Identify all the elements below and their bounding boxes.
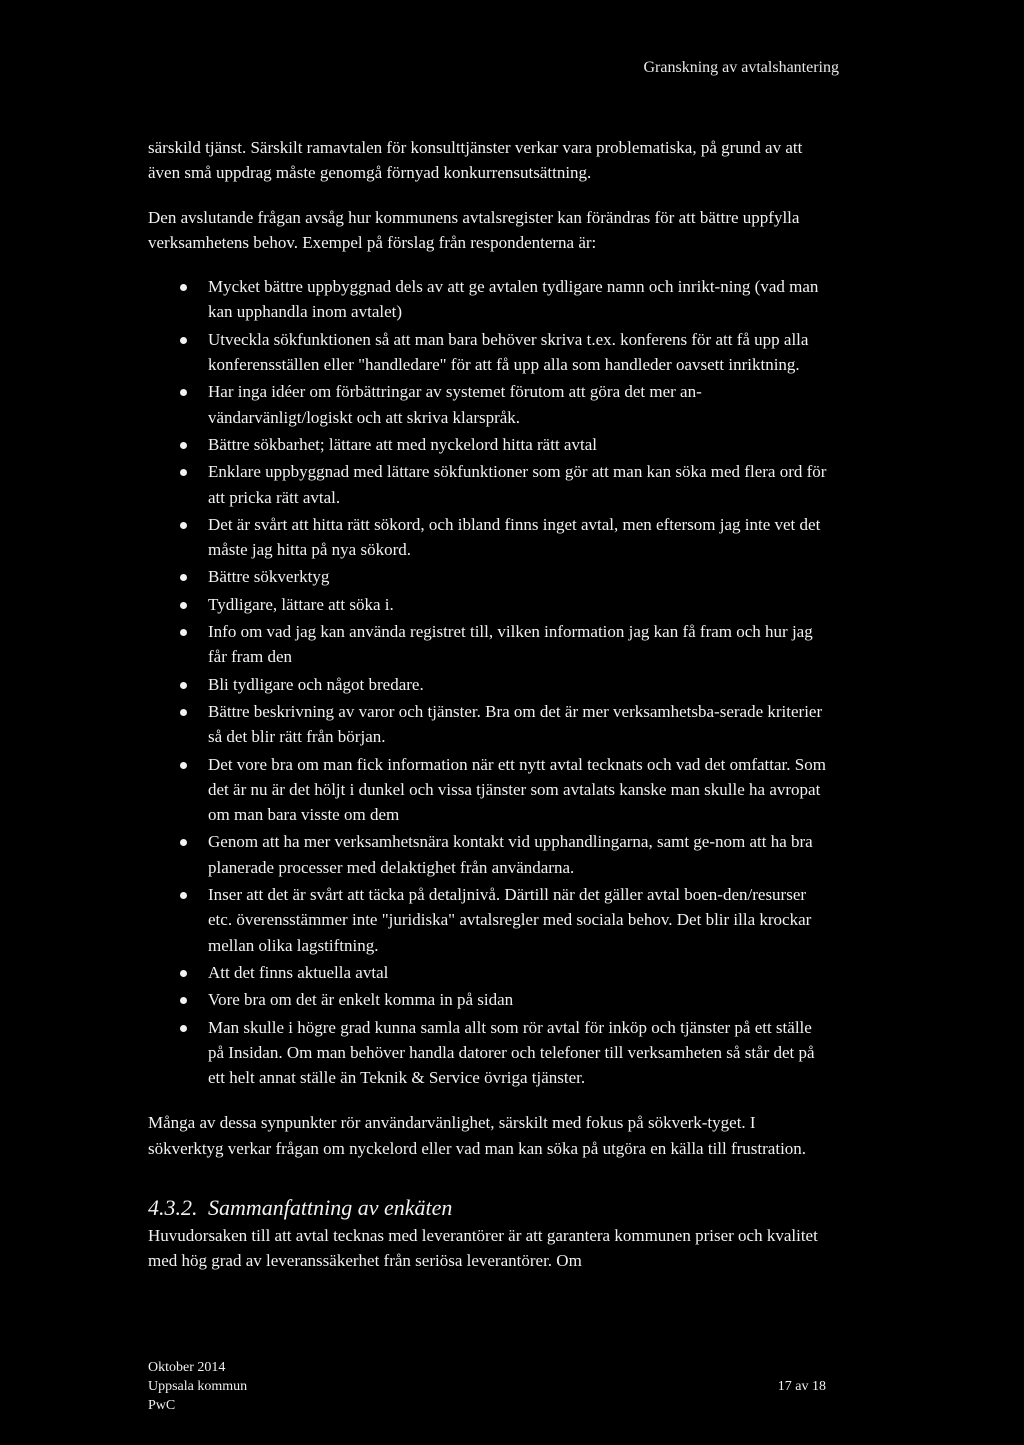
bullet-icon: [180, 839, 187, 846]
list-item: [208, 960, 828, 985]
list-item: [208, 327, 828, 378]
list-item-text: Tydligare, lättare att söka i.: [208, 594, 394, 614]
bullet-icon: [180, 892, 187, 899]
list-item: [208, 619, 828, 670]
list-item-text: Att det finns aktuella avtal: [208, 962, 389, 982]
bullet-icon: [180, 442, 187, 449]
intro-paragraph-1: särskild tjänst. Särskilt ramavtalen för konsulttjänster verkar vara problematiska, på grund av att även små uppdrag måste genomgå förnyad konkurrensutsättning.: [148, 138, 803, 183]
list-item: [208, 274, 828, 325]
list-item: [208, 459, 828, 510]
bullet-icon: [180, 522, 187, 529]
list-item-text: Info om vad jag kan använda registret till, vilken information jag kan få fram och hur jag får fram den: [208, 622, 813, 667]
list-item-text: Bättre sökbarhet; lättare att med nyckelord hitta rätt avtal: [208, 434, 597, 454]
page-footer: [148, 1358, 247, 1415]
bullet-icon: [180, 1025, 187, 1032]
bullet-icon: [180, 682, 187, 689]
list-item: [208, 987, 828, 1012]
list-item: [208, 699, 828, 750]
bullet-icon: [180, 762, 187, 769]
list-item-text: Vore bra om det är enkelt komma in på sidan: [208, 990, 514, 1010]
section-heading: [148, 1195, 828, 1221]
list-item-text: Man skulle i högre grad kunna samla allt som rör avtal för inköp och tjänster på ett ställe på Insidan. Om man behöver handla datorer och telefoner till verksamheten så står det på ett helt annat ställe än Teknik & Service övriga tjänster.: [208, 1017, 815, 1088]
list-item-text: Har inga idéer om förbättringar av systemet förutom att göra det mer an-vändarvänligt/logiskt och att skriva klarspråk.: [208, 382, 702, 427]
list-item-text: Det är svårt att hitta rätt sökord, och ibland finns inget avtal, men eftersom jag inte vet det måste jag hitta på nya sökord.: [208, 514, 821, 560]
list-item: [208, 564, 828, 589]
list-item-text: Enklare uppbyggnad med lättare sökfunktioner som gör att man kan söka med flera ord för att pricka rätt avtal.: [208, 462, 827, 507]
list-item: [208, 1015, 828, 1091]
bullet-icon: [180, 574, 187, 581]
list-item-text: Bättre sökverktyg: [208, 567, 330, 587]
list-item: [208, 592, 828, 617]
closing-paragraph: Många av dessa synpunkter rör användarvänlighet, särskilt med fokus på sökverk-tyget. I sökverktyg verkar frågan om nyckelord eller vad man kan söka på utgöra en källa till frustration.: [148, 1113, 807, 1158]
list-item: [208, 829, 828, 880]
list-item: [208, 672, 828, 697]
bullet-icon: [180, 997, 187, 1004]
bullet-icon: [180, 602, 187, 609]
footer-company: PwC: [148, 1398, 176, 1413]
list-item-text: Inser att det är svårt att täcka på detaljnivå. Därtill när det gäller avtal boen-den/resurser etc. överensstämmer inte "juridiska" avtalsregler med sociala behov. Det blir illa krockar mellan olika lagstiftning.: [208, 885, 812, 955]
suggestion-list: [148, 274, 828, 1090]
list-item-text: Bättre beskrivning av varor och tjänster. Bra om det är mer verksamhetsba-serade kriterier så det blir rätt från början.: [208, 701, 823, 747]
bullet-icon: [180, 469, 187, 476]
list-item: [208, 379, 828, 430]
page-header-title: Granskning av avtalshantering: [643, 59, 839, 76]
bullet-icon: [180, 629, 187, 636]
list-item: [208, 882, 828, 958]
list-item-text: Bli tydligare och något bredare.: [208, 674, 424, 694]
section-title: Sammanfattning av enkäten: [208, 1194, 453, 1220]
bullet-icon: [180, 709, 187, 716]
section-number: 4.3.2.: [148, 1194, 198, 1220]
list-item: [208, 432, 828, 457]
footer-organization: Uppsala kommun: [148, 1379, 248, 1394]
intro-paragraph-2: Den avslutande frågan avsåg hur kommunens avtalsregister kan förändras för att bättre uppfylla verksamhetens behov. Exempel på förslag från respondenterna är:: [148, 207, 800, 252]
bullet-icon: [180, 337, 187, 344]
bullet-icon: [180, 970, 187, 977]
list-item: [208, 512, 828, 563]
bullet-icon: [180, 284, 187, 291]
list-item-text: Genom att ha mer verksamhetsnära kontakt vid upphandlingarna, samt ge-nom att ha bra planerade processer med delaktighet från användarna.: [208, 832, 813, 877]
list-item: [208, 752, 828, 828]
list-item-text: Utveckla sökfunktionen så att man bara behöver skriva t.ex. konferens för att få upp alla konferensställen eller "handledare" för att få upp alla som handleder oavsett inriktning.: [208, 329, 809, 375]
footer-page-number: 17 av 18: [777, 1379, 826, 1394]
section-paragraph: Huvudorsaken till att avtal tecknas med leverantörer är att garantera kommunen priser och kvalitet med hög grad av leveranssäkerhet från seriösa leverantörer. Om: [148, 1225, 818, 1271]
list-item-text: Det vore bra om man fick information när ett nytt avtal tecknats och vad det omfattar. Som det är nu är det höljt i dunkel och vissa tjänster som avtalats kanske man skulle ha avropat om man bara visste om dem: [208, 754, 826, 825]
footer-date: Oktober 2014: [148, 1360, 226, 1375]
document-body: [148, 135, 828, 1293]
list-item-text: Mycket bättre uppbyggnad dels av att ge avtalen tydligare namn och inrikt-ning (vad man kan upphandla inom avtalet): [208, 277, 819, 322]
bullet-icon: [180, 389, 187, 396]
